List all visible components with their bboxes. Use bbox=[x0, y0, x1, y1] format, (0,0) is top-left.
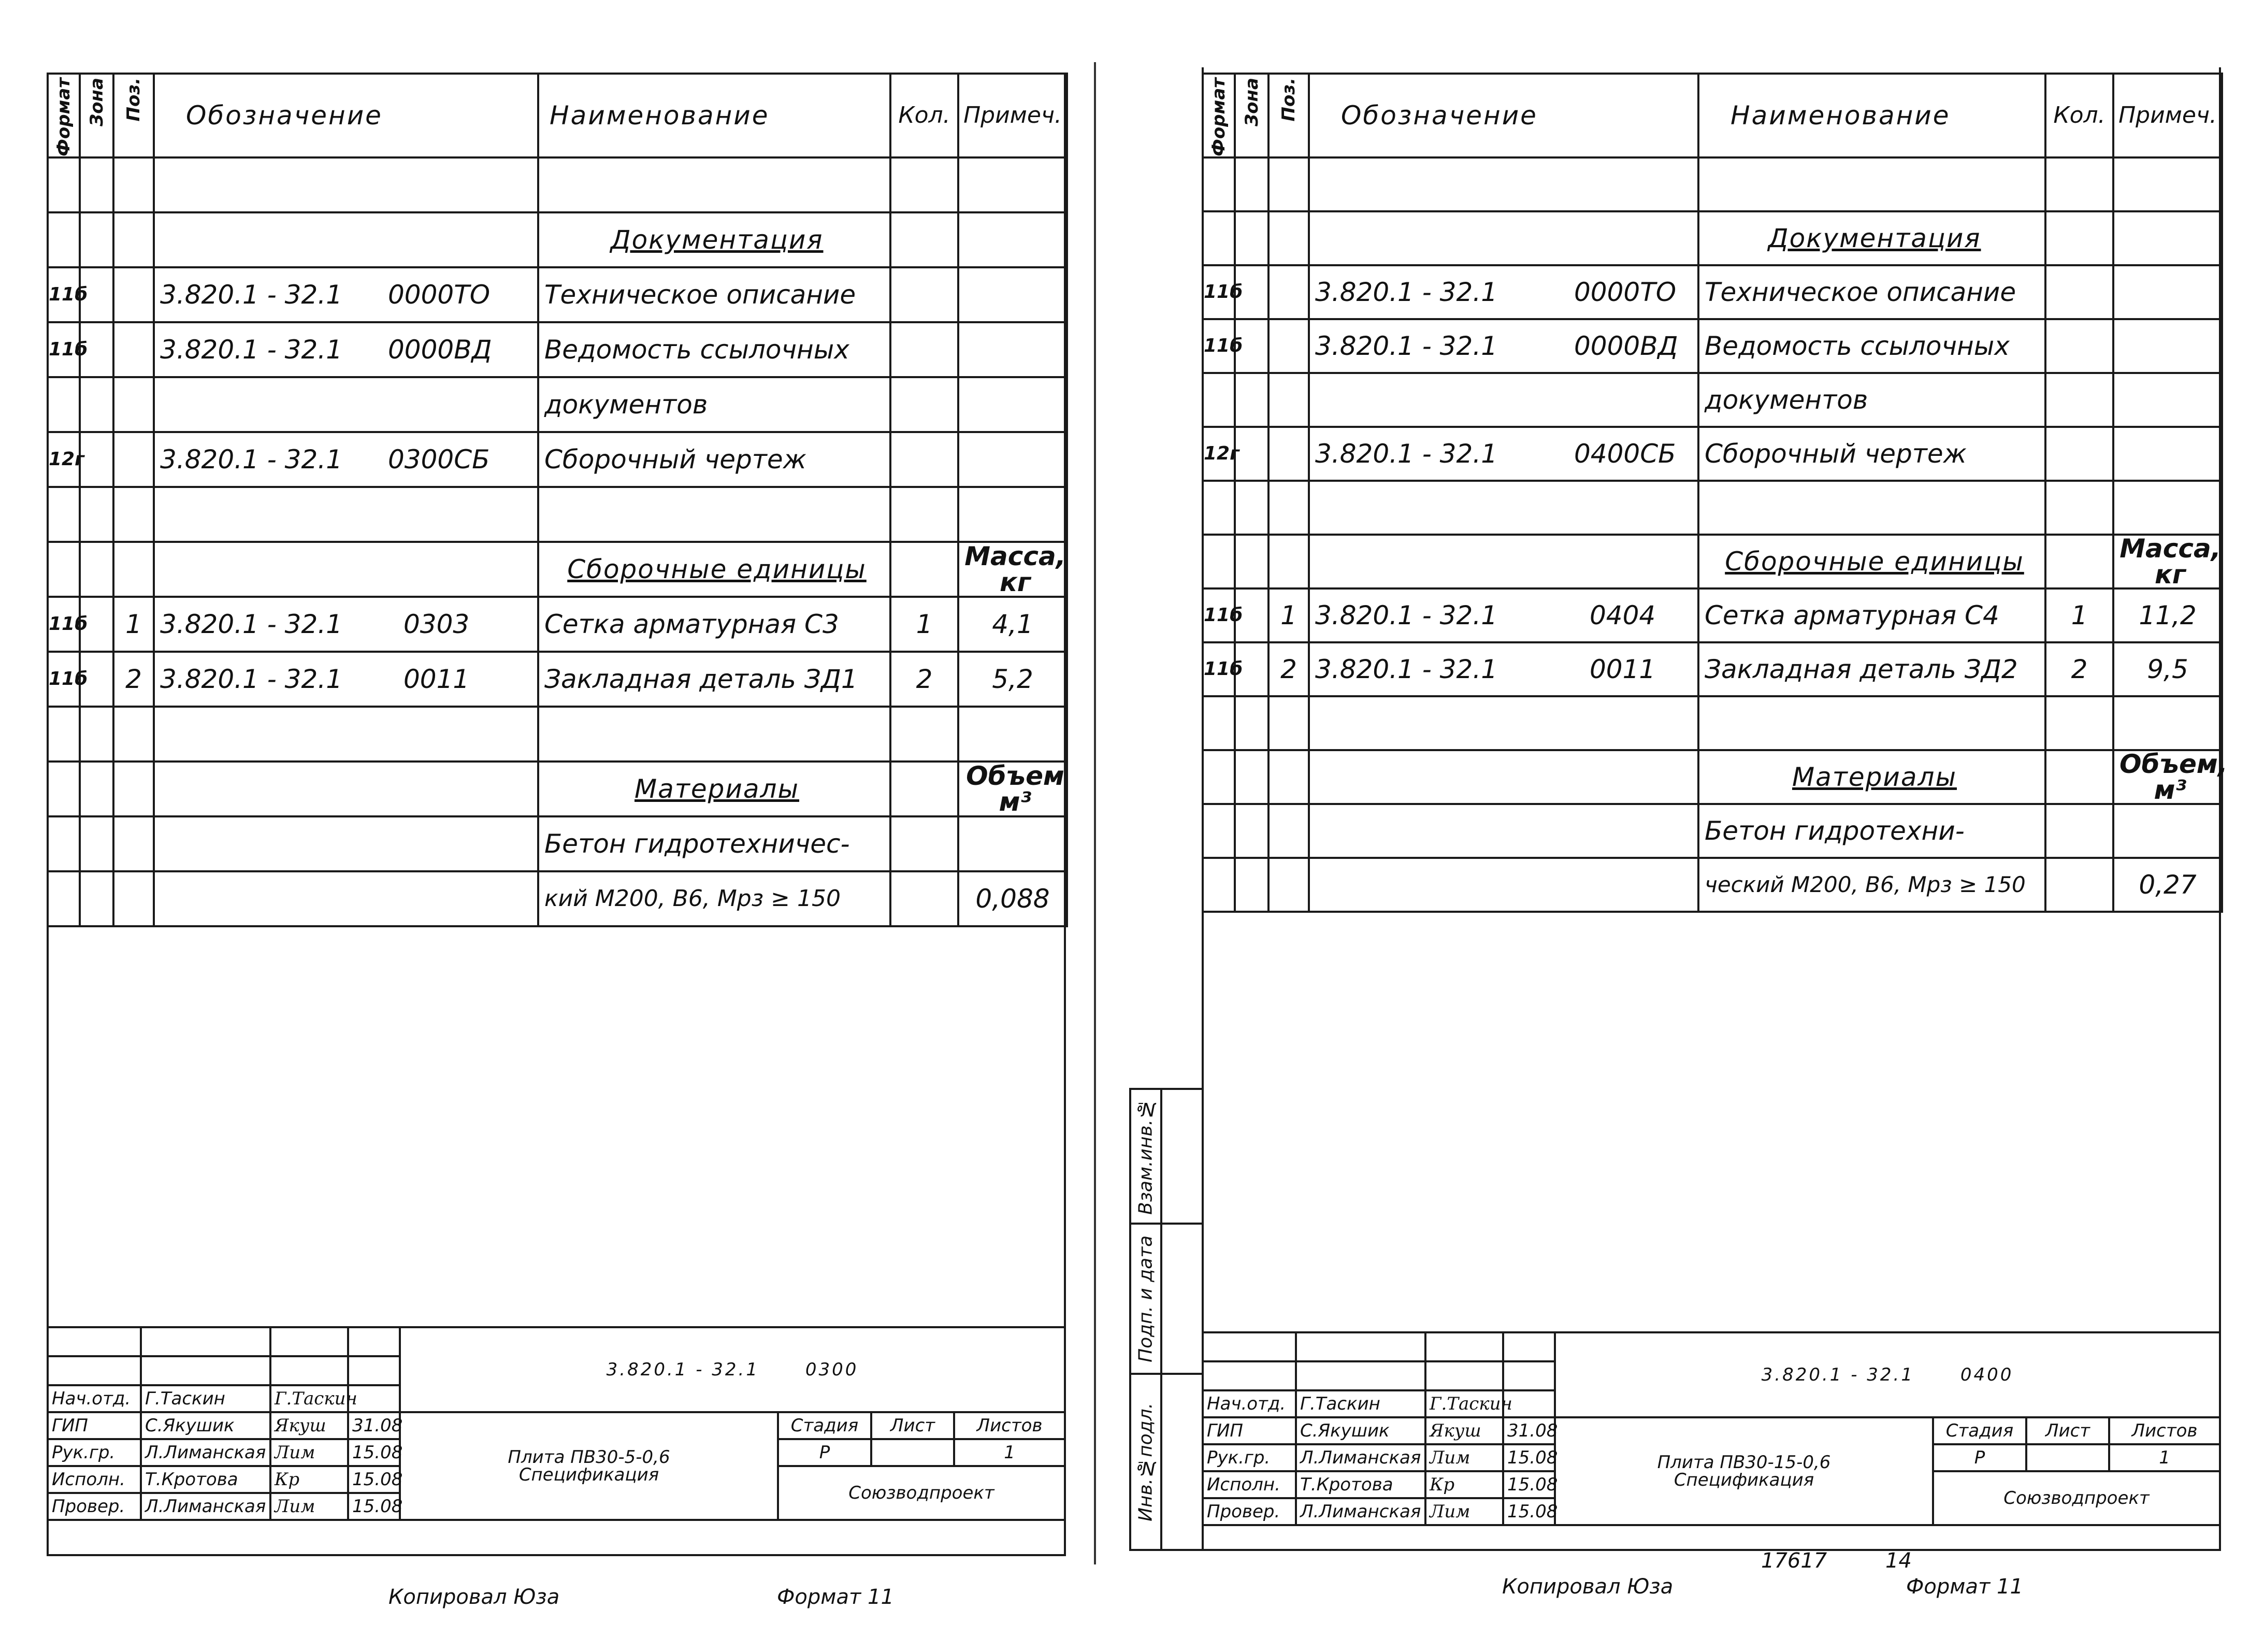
title-block bbox=[47, 1326, 1066, 1521]
col-zone-header: Зона bbox=[80, 74, 113, 157]
col-pos-header: Поз. bbox=[113, 74, 154, 157]
table-row bbox=[1203, 750, 2222, 804]
drawing-code: 3.820.1 - 32.1 0300 bbox=[400, 1327, 1065, 1412]
staff-row: ГИП С.Якушик Якуш 31.08 Плита ПВ30-5-0,6 Спецификация Стадия Лист Листов bbox=[48, 1412, 1065, 1439]
format-label: Формат 11 bbox=[1906, 1575, 2023, 1599]
staff-row: Нач.отд. Г.Таскин Г.Таскин bbox=[48, 1385, 1065, 1412]
organization: Союзводпроект bbox=[778, 1466, 1065, 1520]
col-qty-header: Кол. bbox=[2045, 74, 2113, 157]
col-designation-header: Обозначение bbox=[154, 74, 538, 157]
staff-row: Исполн. Т.Кротова Кр 15.08 Союзводпроект bbox=[1203, 1471, 2220, 1498]
table-row: Бетон гидротехни- bbox=[1203, 804, 2222, 858]
section-materials: Материалы bbox=[1698, 750, 2045, 804]
table-row bbox=[48, 487, 1067, 542]
drawing-title: Плита ПВ30-5-0,6 Спецификация bbox=[400, 1412, 778, 1520]
organization: Союзводпроект bbox=[1933, 1471, 2220, 1525]
table-row bbox=[1203, 696, 2222, 750]
margin-sign-date: Подп. и дата bbox=[1130, 1224, 1161, 1374]
table-row bbox=[48, 762, 1067, 816]
spec-sheet-left bbox=[0, 0, 1114, 1652]
spec-sheet-right bbox=[1129, 0, 2264, 1652]
staff-row: ГИП С.Якушик Якуш 31.08 Плита ПВ30-15-0,6 Спецификация Стадия Лист Листов bbox=[1203, 1417, 2220, 1444]
header-row bbox=[1203, 74, 2222, 157]
table-row: документов bbox=[48, 377, 1067, 432]
col-zone-header: Зона bbox=[1235, 74, 1268, 157]
fold-divider bbox=[1094, 62, 1096, 1564]
section-assembly: Сборочные единицы bbox=[1698, 535, 2045, 588]
designation-cell: 3.820.1 - 32.1 0000ТО bbox=[1309, 265, 1698, 319]
copied-by: Копировал Юза bbox=[388, 1585, 560, 1609]
inventory-number: 17617 bbox=[1761, 1549, 1827, 1573]
staff-row: Рук.гр. Л.Лиманская Лим 15.08 Р 1 bbox=[1203, 1444, 2220, 1471]
table-row: документов bbox=[1203, 373, 2222, 427]
margin-replaced: Взам.инв.№ bbox=[1130, 1089, 1161, 1224]
margin-stamp bbox=[1129, 1088, 1204, 1551]
copied-by: Копировал Юза bbox=[1502, 1575, 1674, 1599]
section-materials: Материалы bbox=[538, 762, 890, 816]
table-row bbox=[1203, 481, 2222, 535]
table-row: 12г 3.820.1 - 32.1 0300СБ Сборочный чертеж bbox=[48, 432, 1067, 487]
designation-cell: 3.820.1 - 32.1 0303 bbox=[154, 597, 538, 652]
table-row: 11б 3.820.1 - 32.1 0000ВД Ведомость ссылочных bbox=[48, 322, 1067, 377]
col-format-header: Формат bbox=[48, 74, 80, 157]
spec-table bbox=[1202, 73, 2228, 913]
table-row: 12г 3.820.1 - 32.1 0400СБ Сборочный чертеж bbox=[1203, 427, 2222, 481]
table-row: 11б 2 3.820.1 - 32.1 0011 Закладная деталь ЗД1 2 5,2 bbox=[48, 652, 1067, 707]
designation-cell: 3.820.1 - 32.1 0404 bbox=[1309, 588, 1698, 642]
table-row: 11б 2 3.820.1 - 32.1 0011 Закладная деталь ЗД2 2 9,5 bbox=[1203, 642, 2222, 696]
table-row: 11б 3.820.1 - 32.1 0000ТО Техническое описание bbox=[48, 267, 1067, 322]
volume-header: Объем м³ bbox=[958, 762, 1067, 816]
table-row: Бетон гидротехничес- bbox=[48, 816, 1067, 871]
table-row: ческий М200, В6, Мрз ≥ 150 0,27 bbox=[1203, 858, 2222, 912]
designation-cell: 3.820.1 - 32.1 0011 bbox=[1309, 642, 1698, 696]
staff-row: Провер. Л.Лиманская Лим 15.08 bbox=[1203, 1498, 2220, 1525]
mass-header: Масса, кг bbox=[958, 542, 1067, 597]
col-format-header: Формат bbox=[1203, 74, 1235, 157]
section-docs: Документация bbox=[538, 212, 890, 267]
staff-row: Провер. Л.Лиманская Лим 15.08 bbox=[48, 1493, 1065, 1520]
section-assembly: Сборочные единицы bbox=[538, 542, 890, 597]
table-row bbox=[48, 542, 1067, 597]
spec-table bbox=[47, 73, 1068, 927]
table-row bbox=[1203, 535, 2222, 588]
col-note-header: Примеч. bbox=[958, 74, 1067, 157]
staff-row: Рук.гр. Л.Лиманская Лим 15.08 Р 1 bbox=[48, 1439, 1065, 1466]
col-name-header: Наименование bbox=[1698, 74, 2045, 157]
designation-cell: 3.820.1 - 32.1 0000ТО bbox=[154, 267, 538, 322]
designation-cell: 3.820.1 - 32.1 0300СБ bbox=[154, 432, 538, 487]
drawing-code: 3.820.1 - 32.1 0400 bbox=[1555, 1332, 2220, 1417]
table-row bbox=[48, 157, 1067, 212]
designation-cell: 3.820.1 - 32.1 0011 bbox=[154, 652, 538, 707]
table-row bbox=[1203, 157, 2222, 211]
col-note-header: Примеч. bbox=[2113, 74, 2222, 157]
designation-cell: 3.820.1 - 32.1 0000ВД bbox=[1309, 319, 1698, 373]
section-docs: Документация bbox=[1698, 211, 2045, 265]
title-block bbox=[1202, 1331, 2221, 1526]
drawing-title: Плита ПВ30-15-0,6 Спецификация bbox=[1555, 1417, 1933, 1525]
table-row: 11б 3.820.1 - 32.1 0000ВД Ведомость ссылочных bbox=[1203, 319, 2222, 373]
mass-header: Масса, кг bbox=[2113, 535, 2222, 588]
page-number: 14 bbox=[1885, 1549, 1912, 1573]
designation-cell: 3.820.1 - 32.1 0400СБ bbox=[1309, 427, 1698, 481]
col-designation-header: Обозначение bbox=[1309, 74, 1698, 157]
table-row: 11б 1 3.820.1 - 32.1 0303 Сетка арматурная С3 1 4,1 bbox=[48, 597, 1067, 652]
col-qty-header: Кол. bbox=[890, 74, 958, 157]
col-name-header: Наименование bbox=[538, 74, 890, 157]
staff-row: Нач.отд. Г.Таскин Г.Таскин bbox=[1203, 1390, 2220, 1417]
staff-row: Исполн. Т.Кротова Кр 15.08 Союзводпроект bbox=[48, 1466, 1065, 1493]
format-label: Формат 11 bbox=[777, 1585, 894, 1609]
table-row bbox=[48, 707, 1067, 762]
designation-cell: 3.820.1 - 32.1 0000ВД bbox=[154, 322, 538, 377]
table-row: 11б 1 3.820.1 - 32.1 0404 Сетка арматурная С4 1 11,2 bbox=[1203, 588, 2222, 642]
table-row: кий М200, В6, Мрз ≥ 150 0,088 bbox=[48, 871, 1067, 926]
table-row bbox=[48, 212, 1067, 267]
volume-header: Объем, м³ bbox=[2113, 750, 2222, 804]
header-row bbox=[48, 74, 1067, 157]
table-row bbox=[1203, 211, 2222, 265]
table-row: 11б 3.820.1 - 32.1 0000ТО Техническое описание bbox=[1203, 265, 2222, 319]
margin-inv-orig: Инв.№подл. bbox=[1130, 1374, 1161, 1550]
col-pos-header: Поз. bbox=[1268, 74, 1309, 157]
